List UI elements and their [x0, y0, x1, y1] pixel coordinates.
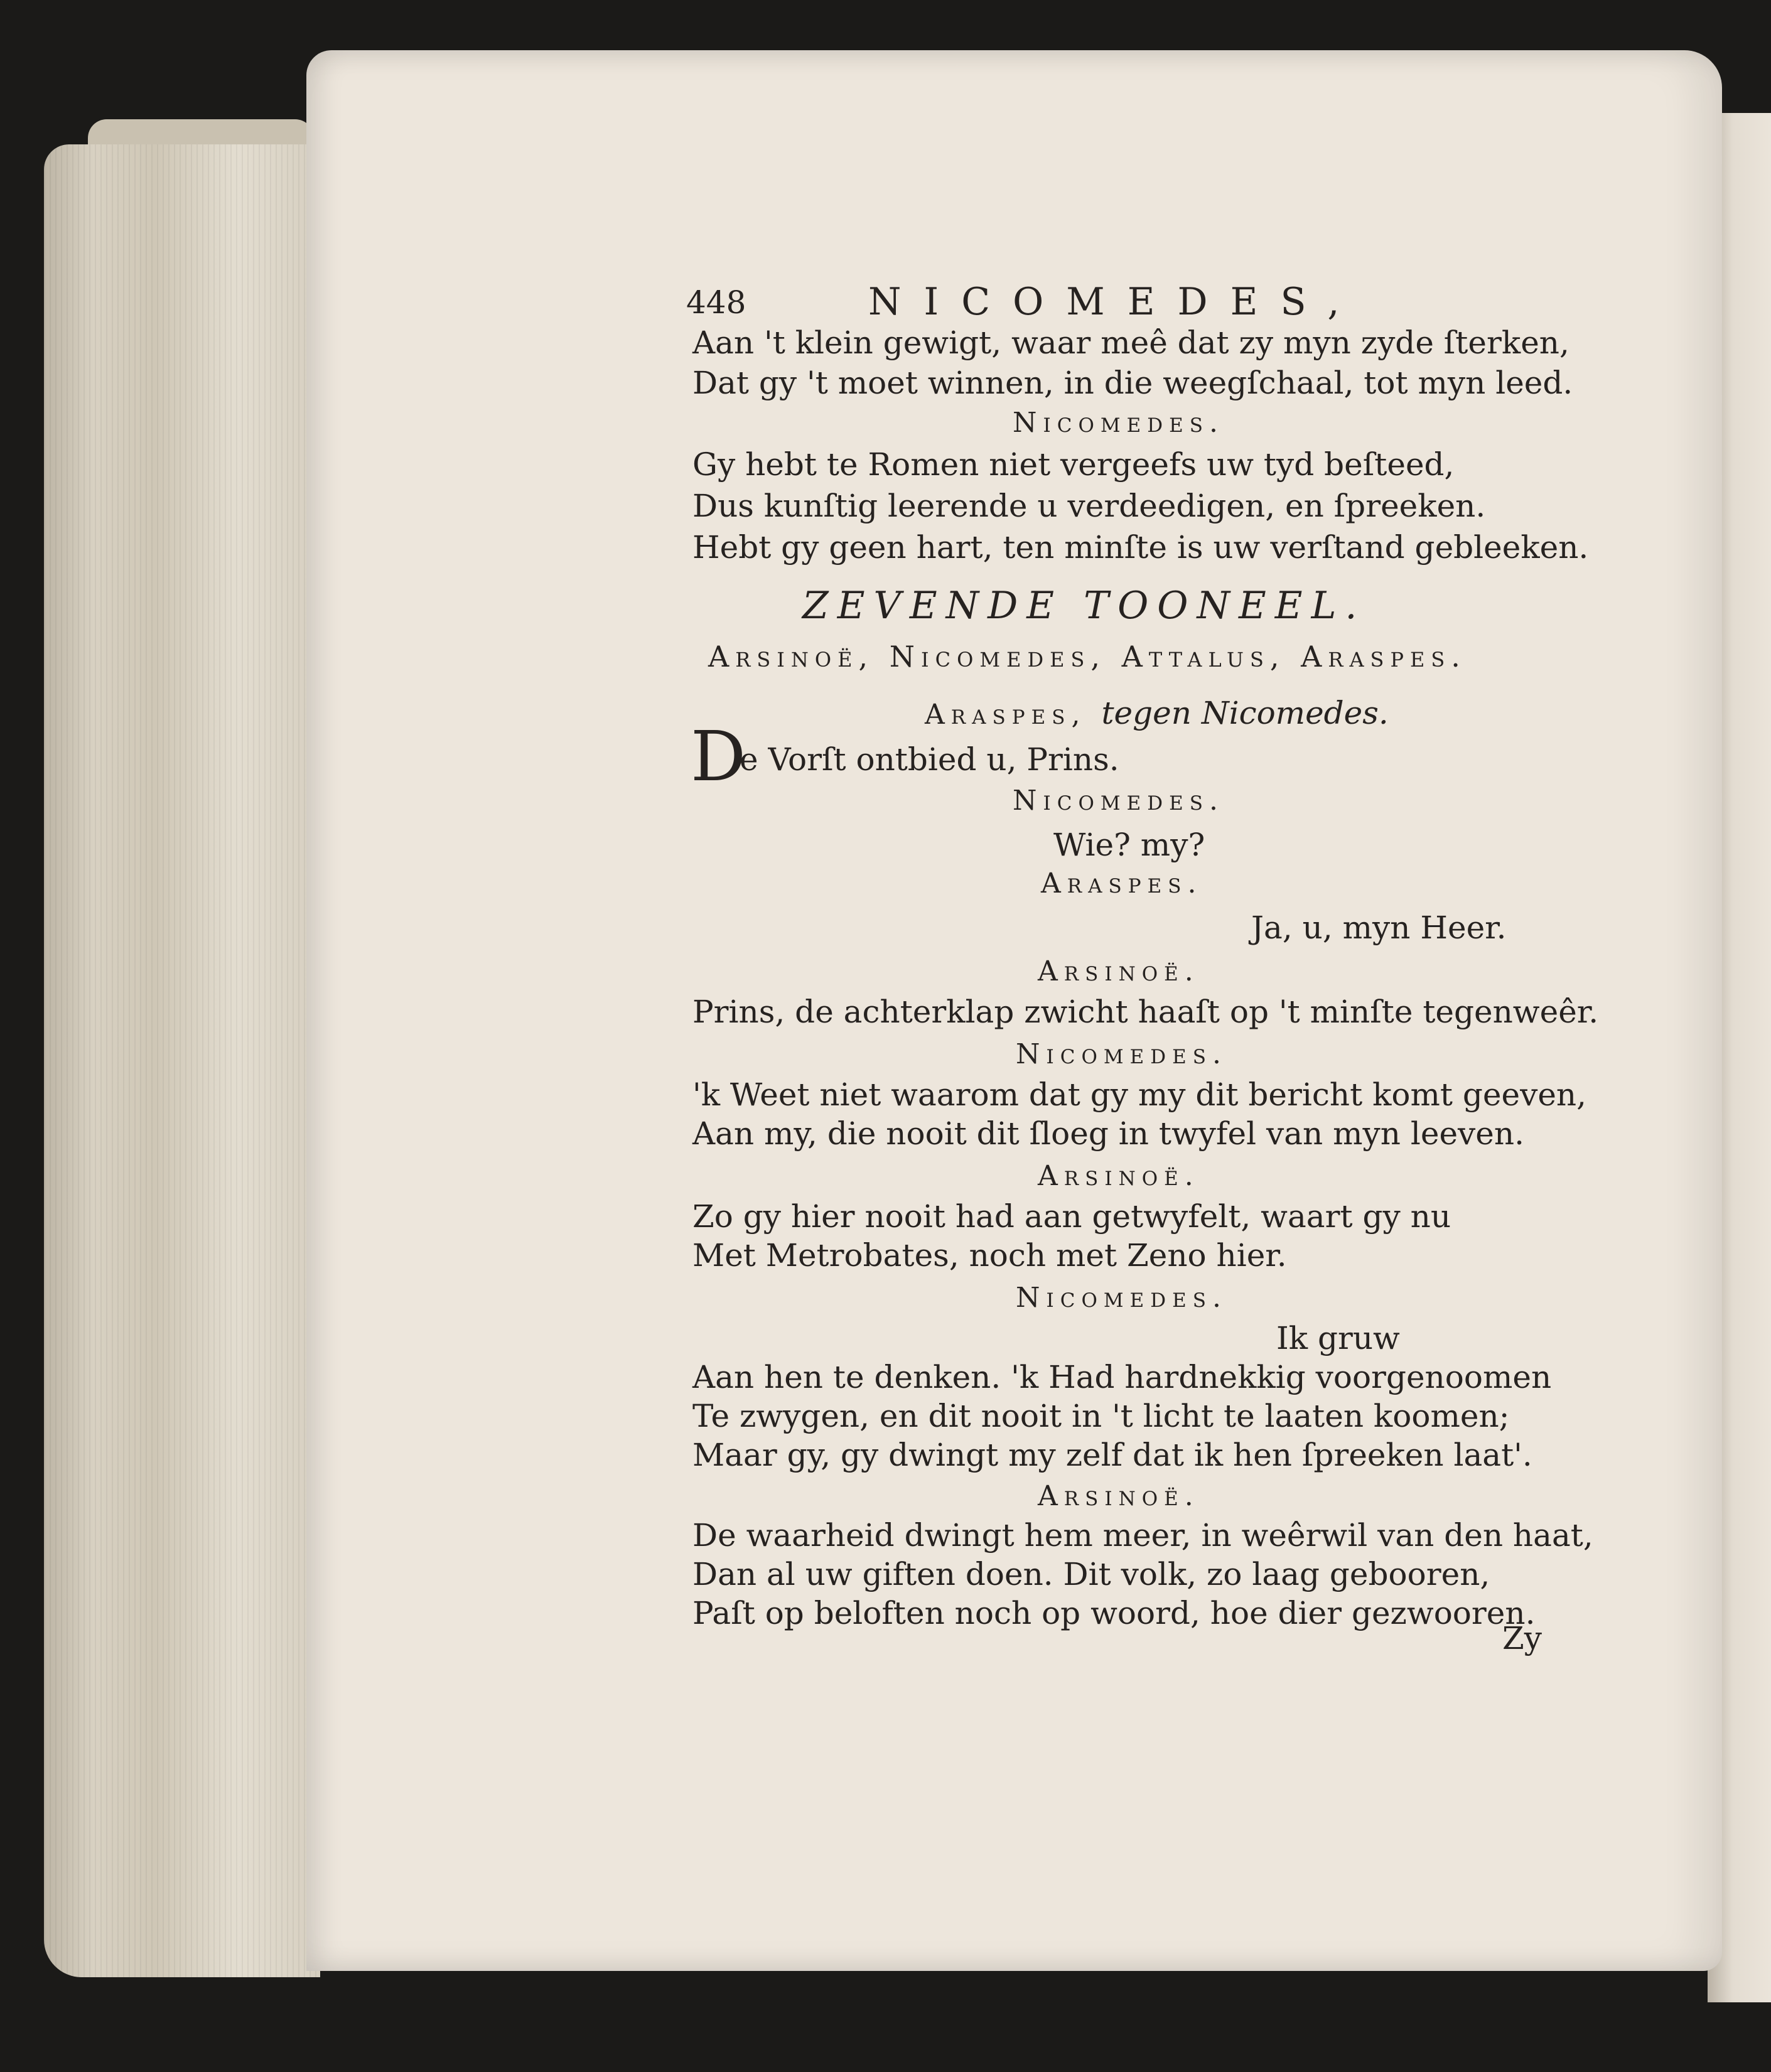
page-number: 448: [686, 284, 746, 321]
verse-line: Paſt op beloften noch op woord, hoe dier gezwooren.: [692, 1595, 1536, 1631]
verse-line: Zo gy hier nooit had aan getwyfelt, waart gy nu: [692, 1198, 1451, 1235]
verse-line: Ik gruw: [1276, 1320, 1400, 1356]
cast-list: Arsinoë, Nicomedes, Attalus, Araspes.: [708, 640, 1467, 674]
verse-line: Prins, de achterklap zwicht haaſt op 't minſte tegenweêr.: [692, 994, 1599, 1030]
verse-line: Te zwygen, en dit nooit in 't licht te laaten koomen;: [692, 1398, 1510, 1434]
verse-line: Hebt gy geen hart, ten minſte is uw verſtand gebleeken.: [692, 529, 1589, 566]
verse-line: Ja, u, myn Heer.: [1251, 910, 1507, 946]
running-title: NICOMEDES,: [868, 280, 1362, 324]
catchword: Zy: [1502, 1620, 1542, 1656]
speaker-name: Arsinoë.: [1038, 955, 1200, 987]
speaker-name: Arsinoë.: [1038, 1480, 1200, 1512]
verse-line: Gy hebt te Romen niet vergeefs uw tyd beſteed,: [692, 446, 1455, 483]
drop-cap: D: [691, 716, 746, 797]
speaker-label: Araspes,: [925, 699, 1087, 731]
speaker-name: Nicomedes.: [1016, 1038, 1227, 1070]
verse-line: Aan my, die nooit dit ſloeg in twyfel van myn leeven.: [692, 1115, 1524, 1152]
verse-line: Wie? my?: [1053, 827, 1205, 863]
verse-line: e Vorſt ontbied u, Prins.: [740, 741, 1119, 778]
book-page-edges: [44, 144, 320, 1977]
book-page: [306, 50, 1722, 1971]
verse-line: Aan 't klein gewigt, waar meê dat zy myn zyde ſterken,: [692, 325, 1569, 361]
verse-line: 'k Weet niet waarom dat gy my dit bericht komt geeven,: [692, 1076, 1586, 1113]
verse-line: Aan hen te denken. 'k Had hardnekkig voorgenoomen: [692, 1359, 1552, 1395]
verse-line: Dus kunſtig leerende u verdeedigen, en ſpreeken.: [692, 488, 1486, 524]
scene-title: ZEVENDE TOONEEL.: [802, 584, 1366, 628]
stage-direction: tegen Nicomedes.: [1101, 695, 1389, 731]
speaker-name: [925, 695, 1389, 733]
verse-line: Dan al uw giften doen. Dit volk, zo laag gebooren,: [692, 1556, 1490, 1592]
speaker-name: Nicomedes.: [1016, 1282, 1227, 1314]
speaker-name: Nicomedes.: [1013, 785, 1224, 817]
speaker-name: Araspes.: [1041, 867, 1203, 899]
verse-line: Dat gy 't moet winnen, in die weegſchaal, tot myn leed.: [692, 365, 1573, 401]
verse-line: Met Metrobates, noch met Zeno hier.: [692, 1237, 1287, 1274]
verse-line: De waarheid dwingt hem meer, in weêrwil van den haat,: [692, 1517, 1593, 1554]
verse-line: Maar gy, gy dwingt my zelf dat ik hen ſpreeken laat'.: [692, 1437, 1532, 1473]
speaker-name: Nicomedes.: [1013, 407, 1224, 439]
speaker-name: Arsinoë.: [1038, 1160, 1200, 1192]
